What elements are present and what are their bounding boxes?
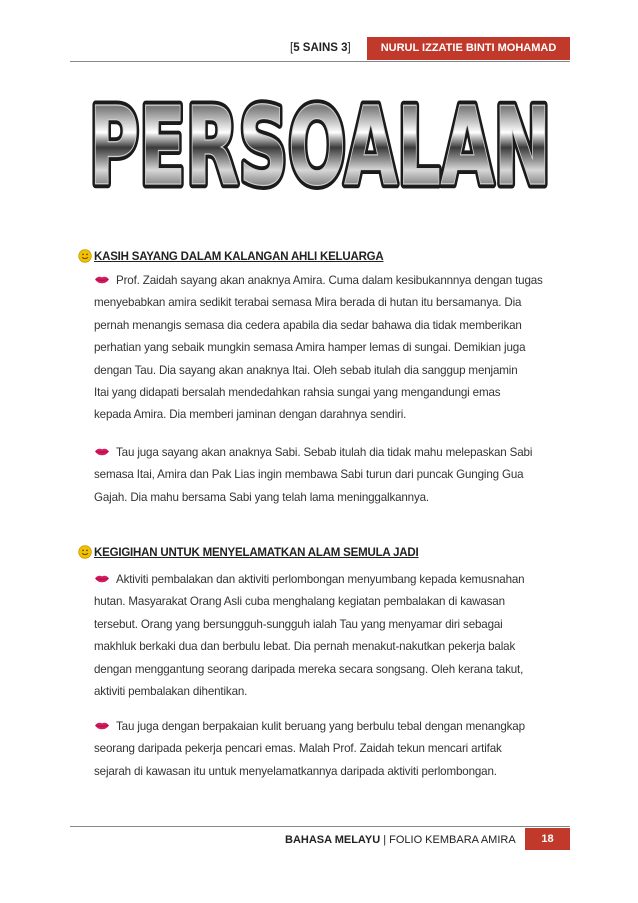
footer-folio-title: FOLIO KEMBARA AMIRA (389, 834, 516, 846)
paragraph-pembalakan (94, 569, 564, 703)
header-divider (70, 61, 570, 62)
lips-icon (94, 721, 110, 730)
paragraph-line (94, 569, 564, 591)
paragraph-line: Itai yang didapati bersalah mendedahkan rahsia sungai yang mengandungi emas (94, 386, 501, 400)
footer-separator: | (383, 834, 387, 846)
title-outline: PERSOALAN (89, 85, 551, 210)
paragraph-line: hutan. Masyarakat Orang Asli cuba menghalang kegiatan pembalakan di kawasan (94, 595, 505, 609)
smiley-icon (78, 249, 92, 263)
section-heading-text: KEGIGIHAN UNTUK MENYELAMATKAN ALAM SEMULA JADI (94, 547, 419, 559)
paragraph-line: Aktiviti pembalakan dan aktiviti perlombongan menyumbang kepada kemusnahan (116, 573, 525, 586)
paragraph-tau-sabi (94, 442, 564, 509)
paragraph-line: dengan Tau. Dia sayang akan anaknya Itai. Oleh sebab itulah dia sanggup menjamin (94, 363, 518, 377)
paragraph-line: Gajah. Dia mahu bersama Sabi yang telah lama meninggalkannya. (94, 490, 430, 504)
section-heading-kasih-sayang (78, 249, 384, 263)
paragraph-line: sejarah di kawasan itu untuk menyelamatkannya daripada aktiviti perlombongan. (94, 764, 497, 778)
section-heading-text: KASIH SAYANG DALAM KALANGAN AHLI KELUARGA (94, 251, 384, 263)
paragraph-line: Tau juga sayang akan anaknya Sabi. Sebab itulah dia tidak mahu melepaskan Sabi (116, 446, 533, 459)
section-heading-kegigihan (78, 545, 419, 559)
paragraph-line (94, 270, 564, 292)
paragraph-line: Tau juga dengan berpakaian kulit beruang yang berbulu tebal dengan menangkap (116, 720, 525, 733)
footer-caption (285, 834, 516, 846)
lips-icon (94, 275, 110, 284)
paragraph-line (94, 442, 564, 464)
title-wordart (80, 72, 560, 212)
paragraph-line: semasa Itai, Amira dan Pak Lias ingin membawa Sabi turun dari puncak Gunging Gua (94, 468, 524, 482)
paragraph-line: seorang daripada pekerja pencari emas. Malah Prof. Zaidah tekun mencari artifak (94, 742, 502, 756)
paragraph-line: dengan menggantung seorang daripada mereka secara songsang. Oleh kerana takut, (94, 662, 524, 676)
paragraph-line: menyebabkan amira sedikit terabai semasa Mira berada di hutan itu bersamanya. Dia (94, 296, 522, 310)
paragraph-line: Prof. Zaidah sayang akan anaknya Amira. Cuma dalam kesibukannnya dengan tugas (116, 274, 543, 287)
lips-icon (94, 447, 110, 456)
class-label-text: 5 SAINS 3 (293, 42, 348, 54)
header-class-label: [5 SAINS 3] (290, 42, 351, 54)
paragraph-line: kepada Amira. Dia memberi jaminan dengan darahnya sendiri. (94, 408, 407, 422)
header-student-name: NURUL IZZATIE BINTI MOHAMAD (367, 37, 570, 60)
paragraph-line: pernah menangis semasa dia cedera apabila dia sedar bahawa dia tidak memberikan (94, 318, 522, 332)
paragraph-line: aktiviti pembalakan dihentikan. (94, 685, 248, 699)
paragraph-kulit-beruang (94, 716, 564, 783)
title-text: PERSOALAN (89, 85, 551, 210)
page-number: 18 (525, 828, 570, 850)
paragraph-line: tersebut. Orang yang bersungguh-sungguh ialah Tau yang menyamar diri sebagai (94, 617, 503, 631)
lips-icon (94, 574, 110, 583)
footer-subject: BAHASA MELAYU (285, 834, 381, 846)
footer-divider (70, 826, 570, 827)
paragraph-line (94, 716, 564, 738)
paragraph-line: perhatian yang sebaik mungkin semasa Amira hamper lemas di sungai. Demikian juga (94, 341, 526, 355)
smiley-icon (78, 545, 92, 559)
page-title (80, 72, 560, 212)
paragraph-line: makhluk berkaki dua dan berbulu lebat. Dia pernah menakut-nakutkan pekerja balak (94, 640, 516, 654)
paragraph-prof-zaidah (94, 270, 564, 427)
